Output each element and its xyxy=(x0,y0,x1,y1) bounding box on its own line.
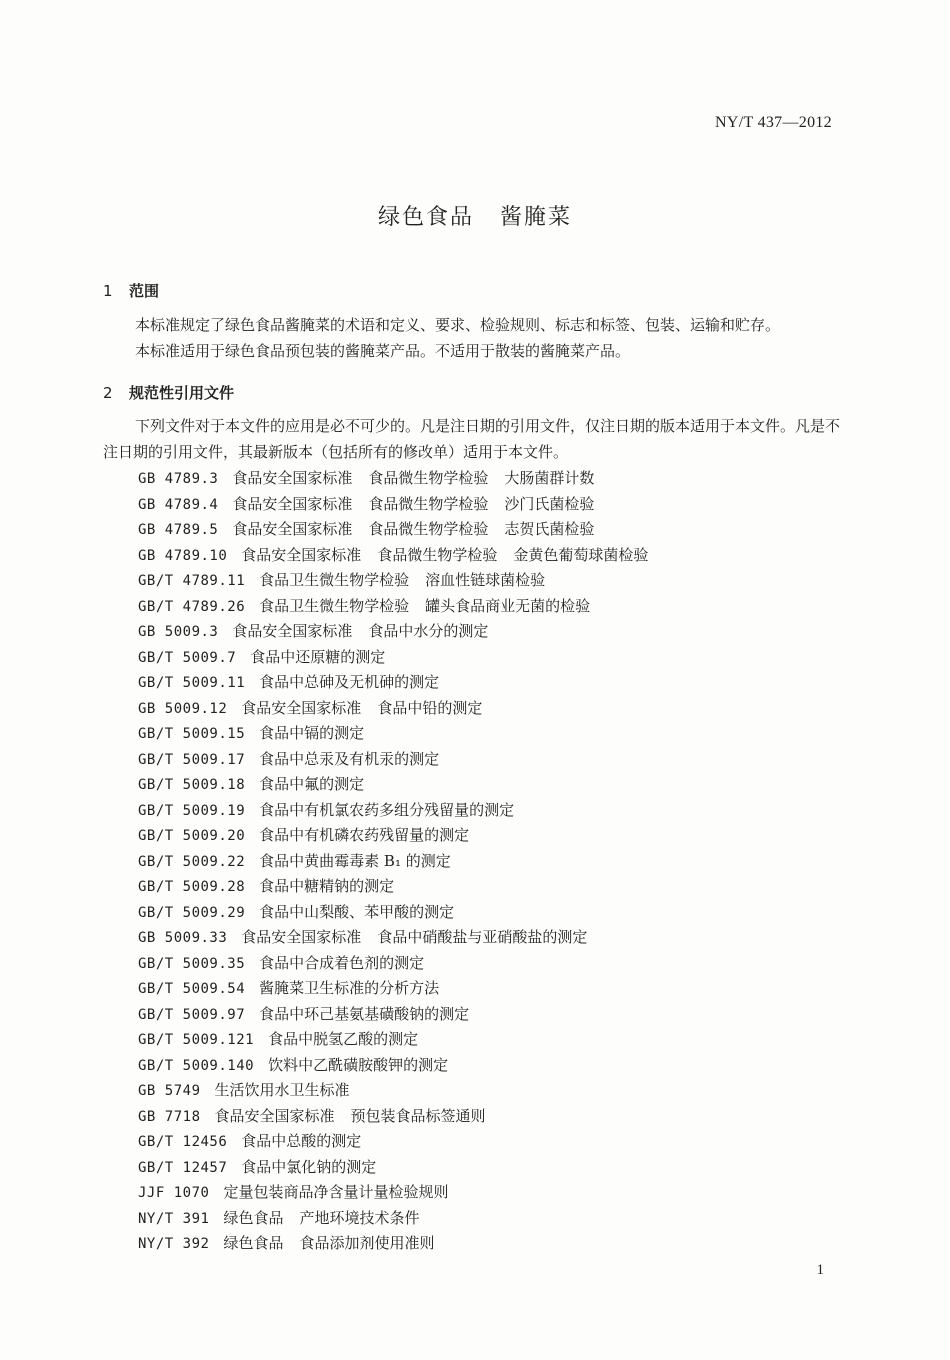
reference-title-part: 食品安全国家标准 xyxy=(241,698,362,717)
reference-code: GB 4789.3 xyxy=(138,471,219,487)
reference-code: GB/T 5009.29 xyxy=(138,904,246,921)
reference-item xyxy=(138,1053,664,1079)
reference-title-part: 食品安全国家标准 xyxy=(232,494,353,513)
reference-title-part: 食品微生物学检验 xyxy=(368,520,489,538)
reference-title-part: 食品中糖精钠的测定 xyxy=(259,877,395,895)
reference-title-part: 食品中有机磷农药残留量的测定 xyxy=(259,826,470,844)
reference-code: GB/T 5009.17 xyxy=(138,751,246,768)
reference-title-part: 食品中水分的测定 xyxy=(368,622,489,640)
reference-title-part: 大肠菌群计数 xyxy=(504,469,595,487)
reference-code: GB/T 12456 xyxy=(138,1134,228,1150)
reference-title-part: 食品中还原糖的测定 xyxy=(250,647,386,666)
reference-title-part: 食品安全国家标准 xyxy=(241,545,362,564)
reference-item xyxy=(138,874,664,900)
reference-title-part: 金黄色葡萄球菌检验 xyxy=(513,545,649,564)
section-title: 范围 xyxy=(129,282,160,300)
reference-title-part: 预包装食品标签通则 xyxy=(350,1106,486,1125)
reference-title-part: 食品中合成着色剂的测定 xyxy=(259,953,425,972)
section-number: 1 xyxy=(103,282,113,300)
reference-title-part: 沙门氏菌检验 xyxy=(504,494,595,513)
reference-title-part: 食品中硝酸盐与亚硝酸盐的测定 xyxy=(377,928,588,946)
reference-code: GB/T 4789.26 xyxy=(138,598,246,615)
reference-code: GB 4789.5 xyxy=(138,522,219,538)
reference-code: GB/T 5009.7 xyxy=(138,649,237,666)
reference-title-part: 罐头食品商业无菌的检验 xyxy=(425,596,591,615)
reference-code: GB/T 5009.22 xyxy=(138,853,246,870)
reference-item xyxy=(138,517,664,543)
reference-item xyxy=(138,645,664,671)
reference-title-part: 食品中黄曲霉毒素 B₁ 的测定 xyxy=(259,851,451,870)
reference-item xyxy=(138,466,664,492)
reference-title-part: 食品中总酸的测定 xyxy=(241,1132,362,1150)
reference-item xyxy=(138,543,664,569)
reference-title-part: 志贺氏菌检验 xyxy=(504,520,595,538)
reference-item xyxy=(138,900,664,926)
reference-code: GB/T 5009.28 xyxy=(138,879,246,895)
reference-title-part: 生活饮用水卫生标准 xyxy=(214,1081,350,1099)
reference-title-part: 饮料中乙酰磺胺酸钾的测定 xyxy=(268,1055,449,1074)
reference-code: GB 5009.3 xyxy=(138,624,219,640)
reference-item xyxy=(138,1002,664,1028)
reference-item xyxy=(138,492,664,518)
reference-item xyxy=(138,619,664,645)
reference-code: GB 4789.4 xyxy=(138,496,219,513)
reference-code: GB/T 5009.20 xyxy=(138,828,246,844)
reference-title-part: 食品安全国家标准 xyxy=(232,469,353,487)
reference-code: GB/T 5009.97 xyxy=(138,1006,246,1023)
reference-title-part: 定量包装商品净含量计量检验规则 xyxy=(223,1183,449,1201)
reference-item xyxy=(138,1078,664,1104)
reference-title-part: 食品中铅的测定 xyxy=(377,698,483,717)
section-2-heading xyxy=(103,382,234,403)
reference-item xyxy=(138,721,664,747)
reference-title-part: 食品中总砷及无机砷的测定 xyxy=(259,673,440,691)
section-1-paragraph-1: 本标准规定了绿色食品酱腌菜的术语和定义、要求、检验规则、标志和标签、包装、运输和贮存。 xyxy=(135,316,781,334)
reference-title-part: 食品安全国家标准 xyxy=(232,520,353,538)
reference-code: JJF 1070 xyxy=(138,1185,210,1201)
reference-code: GB/T 5009.54 xyxy=(138,981,246,997)
reference-item xyxy=(138,1231,664,1257)
reference-item xyxy=(138,823,664,849)
title-part-2: 酱腌菜 xyxy=(500,205,573,230)
reference-item xyxy=(138,747,664,773)
reference-code: GB 7718 xyxy=(138,1108,201,1125)
reference-title-part: 食品卫生微生物学检验 xyxy=(259,571,410,589)
reference-item xyxy=(138,951,664,977)
reference-code: GB/T 5009.18 xyxy=(138,777,246,793)
reference-title-part: 产地环境技术条件 xyxy=(299,1208,420,1227)
reference-code: GB/T 5009.140 xyxy=(138,1057,255,1074)
reference-title-part: 食品安全国家标准 xyxy=(214,1106,335,1125)
reference-title-part: 食品中山梨酸、苯甲酸的测定 xyxy=(259,902,455,921)
title-part-1: 绿色食品 xyxy=(377,205,474,230)
reference-title-part: 食品微生物学检验 xyxy=(368,469,489,487)
reference-item xyxy=(138,1027,664,1053)
reference-title-part: 食品添加剂使用准则 xyxy=(299,1234,435,1252)
section-title: 规范性引用文件 xyxy=(129,384,235,402)
reference-code: GB 5749 xyxy=(138,1083,201,1099)
section-number: 2 xyxy=(103,384,113,402)
reference-code: GB/T 5009.11 xyxy=(138,675,246,691)
reference-code: GB 4789.10 xyxy=(138,547,228,564)
standard-code: NY/T 437—2012 xyxy=(715,114,832,131)
reference-item xyxy=(138,670,664,696)
reference-title-part: 食品中氯化钠的测定 xyxy=(241,1157,377,1176)
reference-item xyxy=(138,594,664,620)
reference-item xyxy=(138,798,664,824)
reference-title-part: 食品安全国家标准 xyxy=(241,928,362,946)
reference-code: GB/T 5009.35 xyxy=(138,955,246,972)
section-1-heading xyxy=(103,280,159,301)
reference-item xyxy=(138,1104,664,1130)
reference-item xyxy=(138,772,664,798)
page-number: 1 xyxy=(816,1262,824,1278)
reference-code: GB/T 5009.19 xyxy=(138,802,246,819)
reference-item xyxy=(138,976,664,1002)
reference-item xyxy=(138,568,664,594)
reference-item xyxy=(138,1155,664,1181)
reference-title-part: 绿色食品 xyxy=(223,1208,284,1227)
reference-title-part: 绿色食品 xyxy=(223,1234,284,1252)
reference-item xyxy=(138,1180,664,1206)
section-2-paragraph-1: 下列文件对于本文件的应用是必不可少的。凡是注日期的引用文件，仅注日期的版本适用于本文件。凡是不注日期的引用文件，其最新版本（包括所有的修改单）适用于本文件。 xyxy=(103,417,841,461)
reference-item xyxy=(138,1206,664,1232)
reference-title-part: 食品微生物学检验 xyxy=(377,545,498,564)
reference-code: GB/T 4789.11 xyxy=(138,573,246,589)
reference-title-part: 食品中环己基氨基磺酸钠的测定 xyxy=(259,1004,470,1023)
reference-title-part: 食品安全国家标准 xyxy=(232,622,353,640)
reference-code: GB 5009.33 xyxy=(138,930,228,946)
reference-code: GB/T 5009.15 xyxy=(138,726,246,742)
reference-item xyxy=(138,849,664,875)
reference-code: NY/T 392 xyxy=(138,1236,210,1252)
reference-item xyxy=(138,696,664,722)
reference-title-part: 酱腌菜卫生标准的分析方法 xyxy=(259,979,440,997)
normative-reference-list xyxy=(138,466,664,1257)
section-1-paragraph-2: 本标准适用于绿色食品预包装的酱腌菜产品。不适用于散装的酱腌菜产品。 xyxy=(135,342,631,360)
document-title xyxy=(0,200,950,231)
reference-code: NY/T 391 xyxy=(138,1210,210,1227)
reference-item xyxy=(138,925,664,951)
reference-title-part: 食品中氟的测定 xyxy=(259,775,365,793)
reference-title-part: 食品微生物学检验 xyxy=(368,494,489,513)
reference-code: GB/T 12457 xyxy=(138,1159,228,1176)
reference-title-part: 溶血性链球菌检验 xyxy=(425,571,546,589)
reference-code: GB/T 5009.121 xyxy=(138,1032,255,1048)
reference-title-part: 食品中总汞及有机汞的测定 xyxy=(259,749,440,768)
reference-code: GB 5009.12 xyxy=(138,700,228,717)
reference-title-part: 食品卫生微生物学检验 xyxy=(259,596,410,615)
reference-title-part: 食品中镉的测定 xyxy=(259,724,365,742)
reference-item xyxy=(138,1129,664,1155)
reference-title-part: 食品中脱氢乙酸的测定 xyxy=(268,1030,419,1048)
reference-title-part: 食品中有机氯农药多组分残留量的测定 xyxy=(259,800,515,819)
